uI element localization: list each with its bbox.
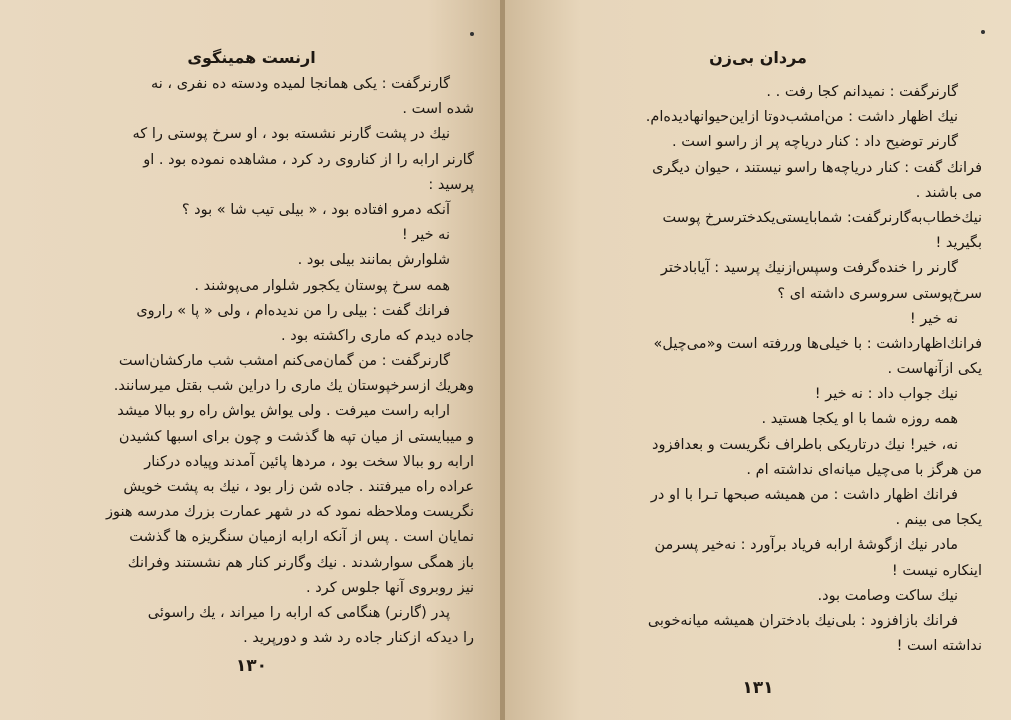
text-line: گارنر را خنده‌گرفت وسپس‌ازنیك پرسید : آیا‌بادختر xyxy=(660,260,958,277)
text-line: ارابه رو ببالا سخت بود ، مردها پائین آمدند وپیاده درکنار xyxy=(144,453,474,470)
text-line: بگیرید ! xyxy=(935,235,982,252)
text-line: پرسید : xyxy=(428,176,474,193)
text-line: نه خیر ! xyxy=(401,227,450,244)
text-line: ارابه راست میرفت . ولی یواش یواش راه رو ببالا میشد xyxy=(117,403,450,420)
text-line: من هرگز با می‌چیل میانه‌ای نداشته ام . xyxy=(746,461,982,478)
text-line: و میبایستی از میان تپه ها گذشت و چون برای اسبها کشیدن xyxy=(118,428,474,445)
text-line: باز همگی سوارشدند . نیك وگارنر کنار هم نشستند وفرانك xyxy=(127,554,474,571)
text-line: یکجا می بینم . xyxy=(895,512,982,529)
left-page xyxy=(0,0,503,720)
text-line: فرانك گفت : کنار دریاچه‌ها راسو نیستند ، حیوان دیگری xyxy=(652,159,982,176)
text-line: پدر (گارنر) هنگامی که ارابه را میراند ، یك راسوئی xyxy=(147,604,450,621)
text-line: شلوارش بمانند بیلی بود . xyxy=(297,252,450,269)
text-line: نه خیر ! xyxy=(909,310,958,327)
left-page-number: ۱۳۰ xyxy=(235,656,268,676)
text-line: نیك ساکت وصامت بود. xyxy=(817,587,958,604)
text-line: مادر نیك ازگوشهٔ ارابه فریاد برآورد : نه‌خیر پسرمن xyxy=(654,537,958,554)
text-line: نیك در پشت گارنر نشسته بود ، او سرخ پوستی را که xyxy=(132,126,450,143)
text-line: فرانك گفت : بیلی را من ندیده‌ام ، ولی « پا » راروی xyxy=(136,302,450,319)
text-line: را دیدکه ازکنار جاده رد شد و دورپرید . xyxy=(243,630,474,647)
text-line: همه سرخ پوستان یکجور شلوار می‌پوشند . xyxy=(194,277,450,294)
right-body-text xyxy=(527,80,982,659)
text-line: نیك‌خطاب‌به‌گارنرگفت: شمابایستی‌یکدخترسرخ پوست xyxy=(662,209,982,226)
right-page-number: ۱۳۱ xyxy=(742,678,774,698)
text-line: نیك اظهار داشت : من‌امشب‌دوتا ازاین‌حیوانهادیده‌ام. xyxy=(645,109,958,126)
left-body-text xyxy=(22,72,474,651)
text-line: گارنرگفت : من گمان‌می‌کنم امشب شب مارکشان‌است xyxy=(118,353,450,370)
text-line: اینکاره نیست ! xyxy=(891,562,982,579)
print-speck xyxy=(981,30,985,34)
text-line: همه روزه شما با او یکجا هستید . xyxy=(761,411,958,428)
text-line: نیك جواب داد : نه خیر ! xyxy=(814,386,958,403)
text-line: گارنرگفت : نمیدانم کجا رفت . . xyxy=(766,84,958,100)
text-line: سرخ‌پوستی سروسری داشته ای ؟ xyxy=(777,285,982,302)
left-running-header: ارنست همینگوی xyxy=(187,48,316,67)
print-speck xyxy=(470,32,474,36)
text-line: آنکه دمرو افتاده بود ، « بیلی تیب شا » بود ؟ xyxy=(181,201,450,218)
text-line: گارنرگفت : یکی همانجا لمیده ودسته ده نفری ، نه xyxy=(151,76,450,92)
right-page xyxy=(505,0,1011,720)
text-line: گارنر ارابه را از کناروی رد کرد ، مشاهده نموده بود . او xyxy=(143,151,474,168)
text-line: جاده دیدم که ماری راکشته بود . xyxy=(281,327,474,344)
text-line: گارنر توضیح داد : کنار دریاچه پر از راسو است . xyxy=(672,134,958,151)
right-running-header: مردان بی‌زن xyxy=(709,48,807,67)
text-line: وهریك ازسرخپوستان یك ماری را دراین شب بقتل میرسانند. xyxy=(113,378,474,395)
text-line: فرانك اظهار داشت : من همیشه صبحها تـرا با او در xyxy=(650,487,958,503)
text-line: نمایان است . پس از آنکه ارابه ازمیان سنگریزه ها گذشت xyxy=(129,529,474,546)
text-line: فرانك بازافزود : بلی‌نیك بادختران همیشه میانه‌خوبی xyxy=(647,612,958,629)
text-line: یکی ازآنهاست . xyxy=(887,361,982,378)
text-line: نداشته است ! xyxy=(896,638,982,655)
text-line: می باشند . xyxy=(915,184,982,201)
text-line: نه، خیر! نیك درتاریکی باطراف نگریست و بعدافزود xyxy=(652,436,958,453)
text-line: نگریست وملاحظه نمود که در شهر عمارت بزرك مدرسه هنوز xyxy=(105,504,474,521)
text-line: نیز روبروی آنها جلوس کرد . xyxy=(306,579,474,596)
text-line: فرانك‌اظهارداشت : با خیلی‌ها وررفته است و«می‌چیل» xyxy=(653,335,982,352)
text-line: عراده راه میرفتند . جاده شن زار بود ، نیك به پشت خویش xyxy=(123,479,474,495)
text-line: شده است . xyxy=(402,101,474,118)
